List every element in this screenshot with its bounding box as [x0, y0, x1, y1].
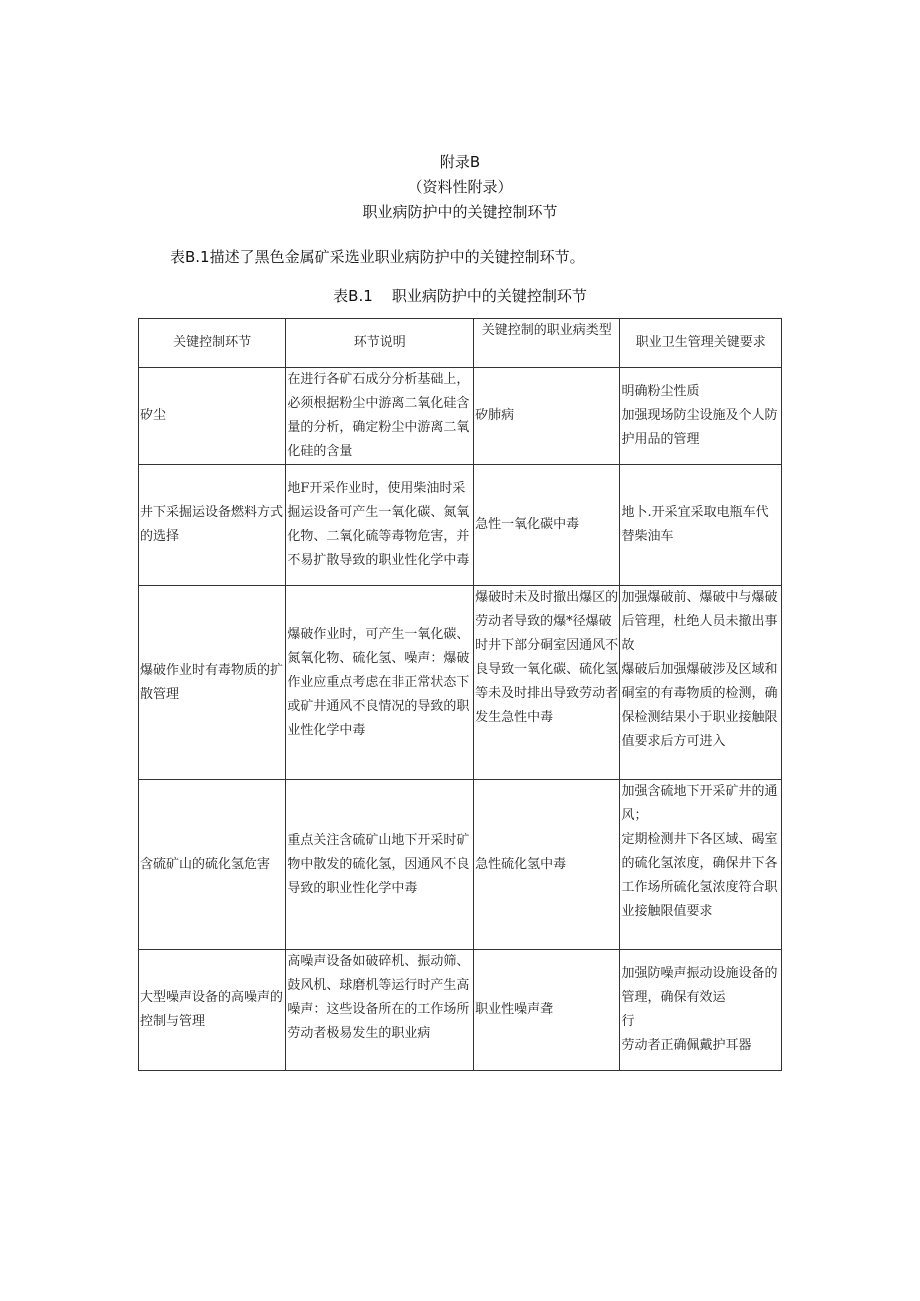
- table-row: [139, 950, 782, 1071]
- header-disease-type: 关键控制的职业病类型: [474, 319, 620, 368]
- cell-key-link: 井下采掘运设备燃料方式的选择: [139, 465, 286, 586]
- appendix-title: 附录B: [439, 153, 481, 171]
- table-row: [139, 586, 782, 780]
- header-key-link: 关键控制环节: [139, 319, 286, 368]
- table-caption: 表B.1 职业病防护中的关键控制环节: [333, 287, 587, 305]
- table-header-row: [139, 319, 782, 368]
- cell-disease-type: 急性硫化氢中毒: [474, 780, 620, 950]
- cell-description: 地F开采作业时，使用柴油时采掘运设备可产生一氧化碳、氮氧化物、二氧化硫等毒物危害，并不易扩散导致的职业性化学中毒: [286, 465, 474, 586]
- cell-description: 高噪声设备如破碎机、振动筛、鼓风机、球磨机等运行时产生高噪声：这些设备所在的工作场所劳动者极易发生的职业病: [286, 950, 474, 1071]
- appendix-type: （资料性附录）: [407, 178, 513, 196]
- intro-paragraph: 表B.1描述了黑色金属矿采选业职业病防护中的关键控制环节。: [170, 248, 585, 266]
- appendix-subject: 职业病防护中的关键控制环节: [362, 203, 558, 221]
- header-requirements: 职业卫生管理关键要求: [620, 319, 782, 368]
- cell-key-link: 矽尘: [139, 368, 286, 465]
- cell-disease-type: 职业性噪声聋: [474, 950, 620, 1071]
- cell-requirements: [620, 950, 782, 1071]
- requirement-line: 地卜.开采宜采取电瓶车代替柴油车: [621, 505, 769, 544]
- requirement-line: 爆破后加强爆破涉及区域和硐室的有毒物质的检测，确保检测结果小于职业接触限值要求后方可进入: [621, 662, 778, 749]
- cell-description: 爆破作业时，可产生一氧化碳、氮氧化物、硫化氢、噪声：爆破作业应重点考虑在非正常状态下或矿井通风不良情况的导致的职业性化学中毒: [286, 586, 474, 780]
- cell-requirements: [620, 465, 782, 586]
- requirement-line: 加强爆破前、爆破中与爆破后管理，杜绝人员未撤出事故: [621, 590, 778, 653]
- cell-key-link: 大型噪声设备的高噪声的控制与管理: [139, 950, 286, 1071]
- requirement-line: 定期检测井下各区域、碣室的硫化氢浓度，确保井下各工作场所硫化氢浓度符合职业接触限值要求: [621, 832, 778, 919]
- cell-key-link: 含硫矿山的硫化氢危害: [139, 780, 286, 950]
- requirement-line: 加强含硫地下开采矿井的通风；: [621, 784, 778, 823]
- cell-requirements: [620, 586, 782, 780]
- cell-description: 重点关注含硫矿山地下开采时矿物中散发的硫化氢，因通风不良导致的职业性化学中毒: [286, 780, 474, 950]
- cell-key-link: 爆破作业时有毒物质的扩散管理: [139, 586, 286, 780]
- cell-requirements: [620, 780, 782, 950]
- table-row: [139, 465, 782, 586]
- requirement-line: 明确粉尘性质: [621, 384, 700, 399]
- cell-requirements: [620, 368, 782, 465]
- header-description: 环节说明: [286, 319, 474, 368]
- cell-disease-type: 矽肺病: [474, 368, 620, 465]
- requirement-line: 劳动者正确佩戴护耳器: [621, 1038, 752, 1053]
- key-control-table: [138, 318, 782, 1071]
- cell-disease-type: 爆破时未及时撤出爆区的劳动者导致的爆*径爆破时井下部分硐室因通风不良导致一氧化碳、硫化氢等未及时排出导致劳动者发生急性中毒: [474, 586, 620, 780]
- requirement-line: 加强防噪声振动设施设备的管理，确保有效运: [621, 966, 778, 1005]
- cell-disease-type: 急性一氧化碳中毒: [474, 465, 620, 586]
- cell-description: 在进行各矿石成分分析基础上，必须根据粉尘中游离二氧化硅含量的分析，确定粉尘中游离二氧化硅的含量: [286, 368, 474, 465]
- table-row: [139, 780, 782, 950]
- table-row: [139, 368, 782, 465]
- requirement-line: 加强现场防尘设施及个人防护用品的管理: [621, 408, 778, 447]
- requirement-line: 行: [621, 1014, 635, 1029]
